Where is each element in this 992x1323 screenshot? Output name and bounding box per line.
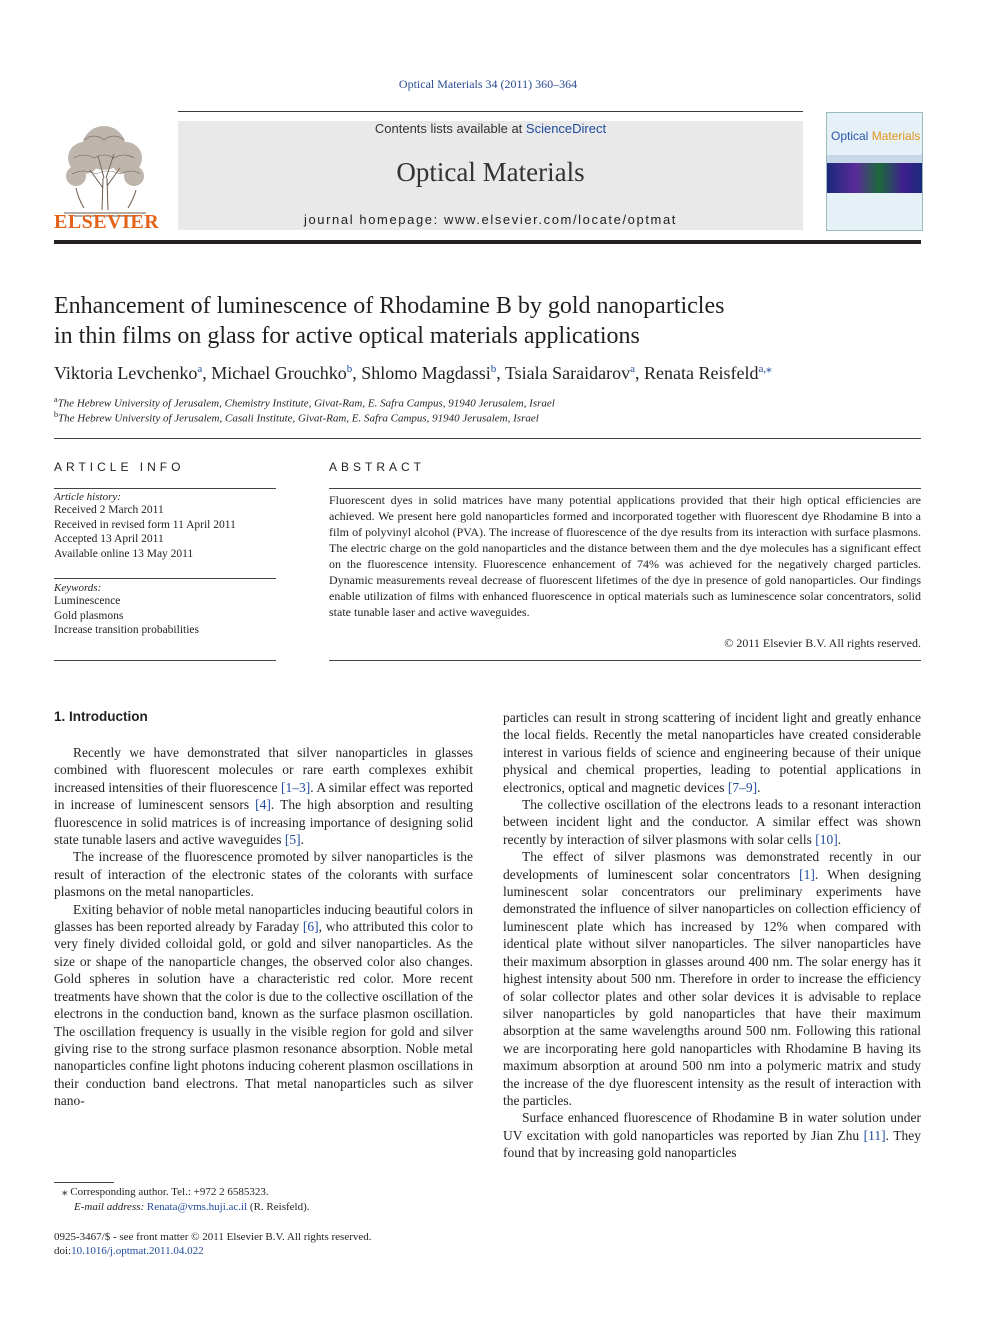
abstract-heading: ABSTRACT (329, 460, 426, 474)
journal-citation[interactable]: Optical Materials 34 (2011) 360–364 (398, 77, 578, 91)
keyword-item: Increase transition probabilities (54, 624, 199, 636)
citation-reference-link[interactable]: [1–3] (281, 779, 311, 795)
abstract-text: Fluorescent dyes in solid matrices have many potential applications provided that their high optical efficiencies are achieved. We present here gold nanoparticles formed and incorporated together with fluorescent dye Rhodamine B into a film of polyvinyl alcohol (PVA). The increase of fluorescence of the dye results from its interaction with surface plasmons. The electric charge on the gold nanoparticles and the distance between them and the dye molecules has a significant effect on the fluorescence intensity. Fluorescence enhancement of 74% was achieved for the negatively charged particles. Dynamic measurements reveal decrease of fluorescent lifetimes of the dye in presence of gold nanoparticles. Our findings enable utilization of films with enhanced fluorescence in optical materials such as luminescence solar concentrators, solid state tunable laser and active waveguides. (329, 493, 921, 619)
sciencedirect-link[interactable]: ScienceDirect (525, 121, 607, 136)
email-label: E-mail address: (74, 1201, 147, 1213)
body-text: . When designing luminescent solar concentrators our preliminary experiments have demonstrated the influence of silver nanoparticles on collection efficiency of luminescent plate which has increased by 12% when compared with identical plate without silver nanoparticles. The silver nanoparticles have their maximum absorption in glasses around 400 nm. The solar energy has it highest intensity about 500 nm. Therefore in order to increase the efficiency of solar collector plates and other solar devices it is advisable to replace silver nanoparticles by gold nanoparticles that have their maximum absorption at the same wavelengths around 500 nm. Following this rational we are incorporating here gold nanoparticles with Rhodamine B having its maximum absorption at around 500 nm into a polymeric matrix and study the increase of the dye fluorescent intensity as the result of interaction with the particles. (503, 866, 921, 1108)
article-info-heading: ARTICLE INFO (54, 460, 185, 474)
doi-label: doi: (54, 1245, 72, 1257)
citation-reference-link[interactable]: [10] (815, 831, 838, 847)
affiliation-text: The Hebrew University of Jerusalem, Chemistry Institute, Givat-Ram, E. Safra Campus, 91940 Jerusalem, Israel (57, 397, 555, 410)
history-accepted: Accepted 13 April 2011 (54, 533, 164, 545)
journal-masthead (178, 121, 803, 230)
section-heading-introduction: 1. Introduction (54, 709, 148, 724)
body-text: . They found that by increasing gold nanoparticles (503, 1127, 921, 1161)
body-paragraph (503, 796, 921, 848)
keywords-block (54, 582, 276, 638)
publisher-wordmark: ELSEVIER (54, 211, 160, 233)
body-text: Recently we have demonstrated that silver nanoparticles in glasses combined with fluorescent molecules or rare earth complexes exhibit increased intensities of their fluorescence (54, 745, 473, 795)
contents-line (178, 121, 803, 136)
body-text: . (757, 779, 761, 795)
author-affiliation-marker[interactable]: a,⁎ (758, 363, 772, 375)
body-column-left (54, 744, 473, 1110)
author-separator: , (352, 363, 362, 383)
email-note (74, 1200, 494, 1215)
history-online: Available online 13 May 2011 (54, 547, 194, 560)
keywords-rule (54, 578, 276, 579)
cover-title (831, 129, 920, 143)
citation-reference-link[interactable]: [11] (863, 1127, 886, 1143)
body-text: . The high absorption and resulting fluorescence in solid matrices is of increasing importance of designing solid state tunable lasers and active waveguides (54, 797, 473, 848)
body-text: The increase of the fluorescence promoted by silver nanoparticles is the result of interaction of the electronic states of the colorants with surface plasmons on the metal nanoparticles. (54, 849, 473, 900)
body-text: . (300, 832, 305, 848)
author-affiliation-marker[interactable]: a (630, 363, 636, 375)
citation-reference-link[interactable]: [7–9] (727, 779, 758, 795)
doi-line (54, 1244, 484, 1259)
keyword-item: Gold plasmons (54, 609, 124, 622)
author-email-link[interactable]: Renata@vms.huji.ac.il (146, 1201, 248, 1213)
author-separator: , (496, 363, 505, 383)
author-affiliation-marker[interactable]: a (197, 363, 203, 375)
issn-line: 0925-3467/$ - see front matter © 2011 Elsevier B.V. All rights reserved. (54, 1231, 372, 1243)
history-label: Article history: (54, 491, 121, 503)
journal-cover-thumbnail (826, 112, 923, 231)
history-received: Received 2 March 2011 (54, 504, 164, 516)
history-revised: Received in revised form 11 April 2011 (54, 518, 236, 531)
abstract-rule (329, 488, 921, 489)
cover-title-materials: Materials (871, 129, 921, 143)
footnote-rule (54, 1182, 114, 1183)
author-name[interactable]: Michael Grouchko (211, 363, 347, 383)
article-title-line-1: Enhancement of luminescence of Rhodamine B by gold nanoparticles (54, 293, 725, 319)
body-text: , who attributed this color to very finely divided colloidal gold, or gold and silver nanoparticles. As the size or shape of the nanoparticle changes, the observed color also changes. Gold spheres in solution have a characteristic red color. More recent treatments have shown that the color is due to the collective oscillation of the electrons in the conduction band, known as the surface plasmon oscillation. The oscillation frequency is usually in the visible region for gold and silver giving rise to the strong surface plasmon resonance absorption. Noble metal nanoparticles confine light photons inducing coherent plasmon oscillations in their conduction band electrons. That metal nanoparticles such as silver nano- (54, 919, 473, 1109)
body-paragraph (54, 848, 473, 900)
citation-reference-link[interactable]: [1] (799, 866, 815, 882)
body-text: . (837, 831, 842, 847)
body-paragraph (503, 709, 921, 796)
citation-reference-link[interactable]: [6] (302, 919, 319, 935)
citation-reference-link[interactable]: [4] (255, 797, 271, 813)
cover-image (827, 163, 922, 193)
masthead-rule (54, 240, 921, 244)
body-text: Exiting behavior of noble metal nanoparticles inducing beautiful colors in glasses has been reported already by Faraday (54, 901, 473, 935)
article-title (54, 291, 914, 351)
article-info-bottom-rule (54, 660, 276, 661)
corresponding-author-note: ⁎ Corresponding author. Tel.: +972 2 6585323. (62, 1186, 269, 1198)
body-column-right (503, 709, 921, 1162)
body-text: particles can result in strong scattering of incident light and greatly enhance the local fields. Recently the metal nanoparticles have created considerable interest in various fields of science and engineering because of their unique physical and chemical properties, leading to potential applications in electronics, optical and magnetic devices (503, 710, 921, 795)
keyword-item: Luminescence (54, 595, 121, 607)
author-affiliation-marker[interactable]: b (346, 363, 353, 375)
cover-band (827, 155, 922, 163)
author-separator: , (635, 363, 645, 383)
author-name[interactable]: Renata Reisfeld (644, 363, 759, 383)
affiliation-text: The Hebrew University of Jerusalem, Casali Institute, Givat-Ram, E. Safra Campus, 91940 Jerusalem, Israel (58, 412, 539, 425)
body-text: Surface enhanced fluorescence of Rhodamine B in water solution under UV excitation with gold nanoparticles was reported by Jian Zhu (503, 1110, 921, 1143)
keywords-label: Keywords: (54, 582, 102, 594)
affiliation-a (54, 395, 921, 410)
body-paragraph (503, 1109, 921, 1161)
abstract-bottom-rule (329, 660, 921, 661)
abstract-copyright: © 2011 Elsevier B.V. All rights reserved. (724, 636, 921, 650)
affiliation-marker: b (54, 410, 58, 419)
body-text: The collective oscillation of the electrons leads to a resonant interaction between incident light and the conductor. A similar effect was shown recently by interaction of silver plasmons with solar cells (503, 797, 921, 847)
author-name[interactable]: Tsiala Saraidarov (504, 363, 631, 383)
citation-reference-link[interactable]: [5] (284, 832, 301, 848)
author-separator: , (202, 363, 212, 383)
article-title-line-2: in thin films on glass for active optical materials applications (54, 323, 640, 349)
author-name[interactable]: Shlomo Magdassi (361, 363, 491, 383)
contents-prefix: Contents lists available at (374, 121, 526, 136)
journal-name: Optical Materials (396, 157, 585, 187)
header-rule (178, 111, 803, 112)
body-paragraph (54, 901, 473, 1110)
email-suffix: (R. Reisfeld). (247, 1201, 310, 1213)
body-text: . A similar effect was reported in increase of luminescent sensors (54, 779, 474, 813)
doi-link[interactable]: 10.1016/j.optmat.2011.04.022 (71, 1245, 204, 1257)
body-paragraph (54, 744, 473, 848)
article-info-rule (54, 488, 276, 489)
author-affiliation-marker[interactable]: b (490, 363, 497, 375)
title-rule (54, 438, 921, 439)
article-history (54, 491, 276, 561)
author-list (54, 362, 921, 384)
author-name[interactable]: Viktoria Levchenko (54, 363, 198, 383)
body-text: The effect of silver plasmons was demonstrated recently in our developments of luminescent solar concentrators (503, 849, 921, 882)
affiliation-b (54, 410, 921, 425)
affiliation-marker: a (54, 395, 58, 404)
body-paragraph (503, 848, 921, 1109)
journal-homepage[interactable]: journal homepage: www.elsevier.com/locate/optmat (303, 212, 678, 227)
cover-title-optical: Optical (831, 129, 872, 143)
